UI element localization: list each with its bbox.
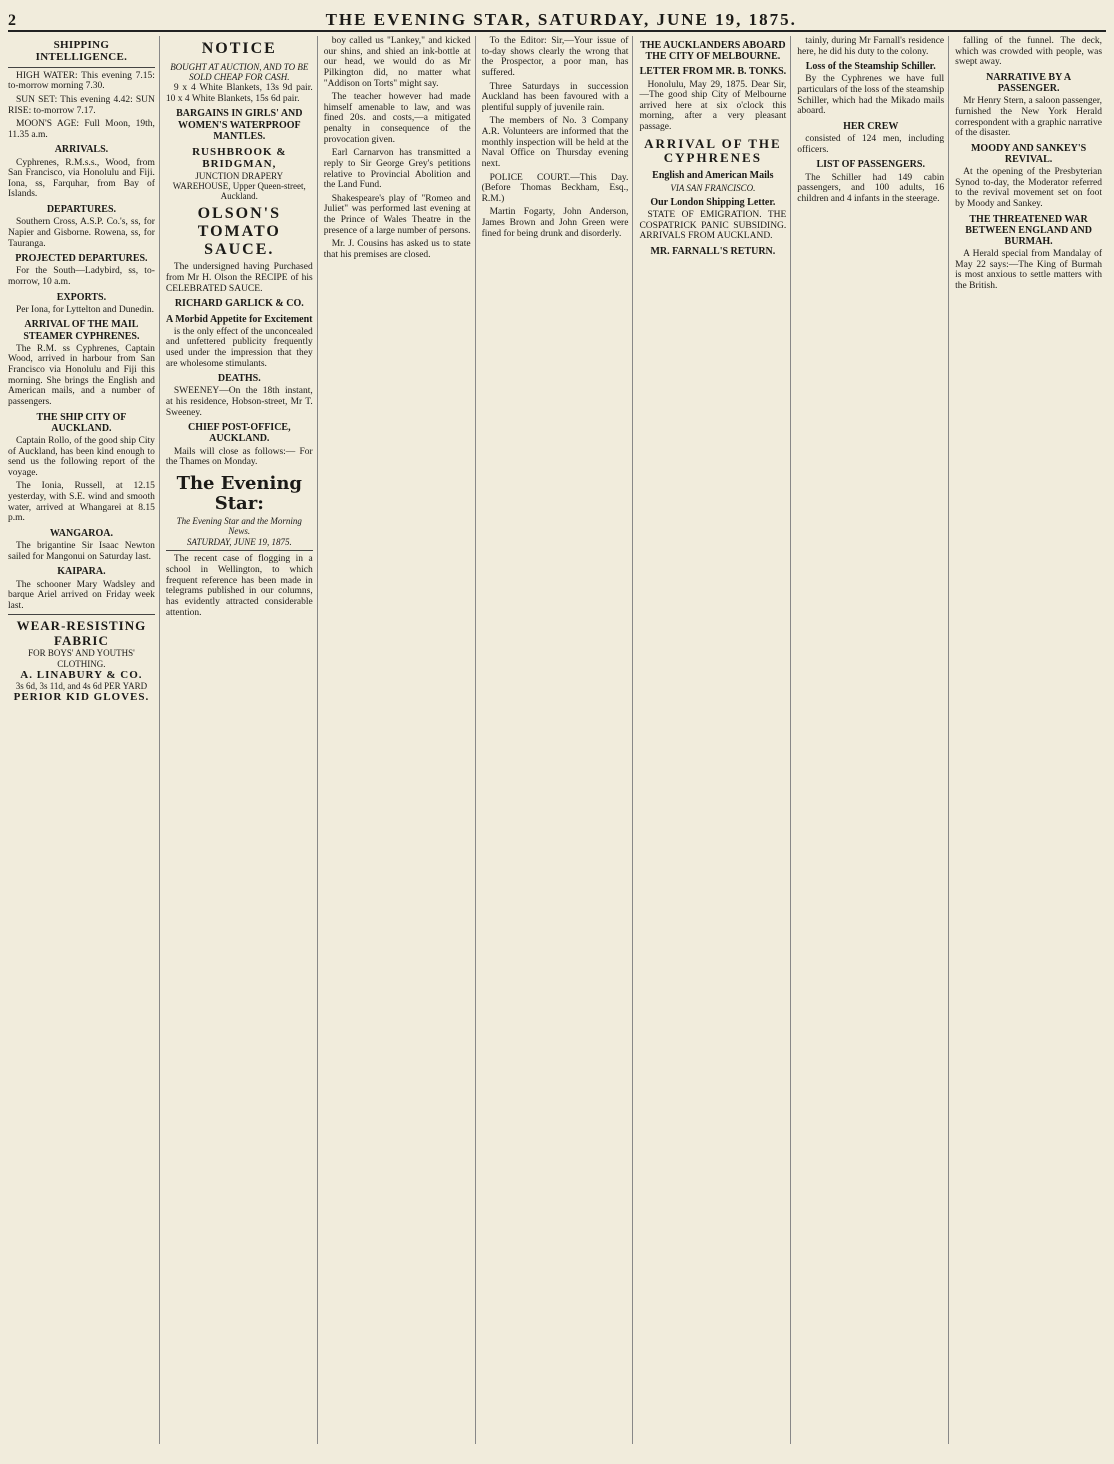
notice-heading: NOTICE xyxy=(201,40,277,57)
col3-text-1: boy called us "Lankey," and kicked our shins, and shied an ink-bottle at our head, we would do as Mr Pilkington did, no matter what "Addison on Torts" might say. xyxy=(323,36,471,89)
col7-text-1: falling of the funnel. The deck, which was crowded with people, was swept away. xyxy=(955,36,1103,68)
bargains-heading: BARGAINS IN GIRLS' AND WOMEN'S WATERPROOF MANTLES. xyxy=(176,108,303,142)
post-office-text: Mails will close as follows:— For the Thames on Monday. xyxy=(165,446,313,468)
schiller-text: By the Cyphrenes we have full particulars of the loss of the steamship Schiller, which had the Mikado mails aboard. xyxy=(797,74,945,117)
ship-city-text: Captain Rollo, of the good ship City of Auckland, has been kind enough to send us the following report of the voyage. xyxy=(8,435,155,478)
threatened-war-text: A Herald special from Mandalay of May 22 says:—The King of Burmah is most anxious to settle matters with the British. xyxy=(955,249,1103,292)
wear-resisting-ad: WEAR-RESISTING FABRIC FOR BOYS' AND YOUTHS' CLOTHING. A. LINABURY & CO. 3s 6d, 3s 11d, and 4s 6d PER YARD PERIOR KID GLOVES. xyxy=(13,618,150,704)
crew-text: consisted of 124 men, including officers. xyxy=(797,134,945,155)
letter-text: Honolulu, May 29, 1875. Dear Sir,—The good ship City of Melbourne arrived here at six o'clock this morning, after a very pleasant passage. xyxy=(639,79,787,133)
projected-heading: PROJECTED DEPARTURES. xyxy=(15,253,148,265)
mail-steamer-text: The R.M. ss Cyphrenes, Captain Wood, arrived in harbour from San Francisco via Honolulu and Fiji this morning. She brings the English and American mails, and a number of passengers. xyxy=(8,343,155,407)
ship-city-heading: THE SHIP CITY OF AUCKLAND. xyxy=(36,411,127,434)
mails-heading: English and American Mails xyxy=(652,169,774,181)
column-4 xyxy=(482,36,634,1444)
departures-text: Southern Cross, A.S.P. Co.'s, ss, for Napier and Gisborne. Rowena, ss, for Tauranga. xyxy=(8,217,155,249)
column-2 xyxy=(166,36,318,1444)
high-water: HIGH WATER: This evening 7.15: to-morrow morning 7.30. xyxy=(8,70,155,92)
tomato-text: The undersigned having Purchased from Mr H. Olson the RECIPE of his CELEBRATED SAUCE. xyxy=(165,262,313,294)
passengers-text: The Schiller had 149 cabin passengers, and 100 adults, 16 children and 4 infants in the steerage. xyxy=(797,172,945,204)
schiller-heading: Loss of the Steamship Schiller. xyxy=(805,61,936,73)
moon-age: MOON'S AGE: Full Moon, 19th, 11.35 a.m. xyxy=(8,119,155,140)
notice-list: 9 x 4 White Blankets, 13s 9d pair. 10 x 4 White Blankets, 15s 6d pair. xyxy=(165,83,313,104)
london-letter-text: STATE OF EMIGRATION. THE COSPATRICK PANIC SUBSIDING. ARRIVALS FROM AUCKLAND. xyxy=(639,210,787,242)
deaths-heading: DEATHS. xyxy=(217,373,261,385)
wanganui-text: The brigantine Sir Isaac Newton sailed for Mangonui on Saturday last. xyxy=(8,541,155,562)
column-3 xyxy=(324,36,476,1444)
via-sf: VIA SAN FRANCISCO. xyxy=(670,182,756,193)
aucklanders-heading: THE AUCKLANDERS ABOARD THE CITY OF MELBOURNE. xyxy=(640,40,786,63)
notice-sub: BOUGHT AT AUCTION, AND TO BE SOLD CHEAP FOR CASH. xyxy=(170,61,309,82)
star-date: SATURDAY, JUNE 19, 1875. xyxy=(186,537,292,548)
evening-star-title: The Evening Star: xyxy=(176,472,302,515)
leader-text: The recent case of flogging in a school in Wellington, to which frequent reference has been made in telegrams published in our columns, has evidently attracted considerable attention. xyxy=(165,554,313,618)
threatened-war-heading: THE THREATENED WAR BETWEEN ENGLAND AND BURMAH. xyxy=(965,213,1092,247)
passengers-heading: LIST OF PASSENGERS. xyxy=(816,159,925,171)
newspaper-page xyxy=(8,6,1106,1452)
column-1 xyxy=(8,36,160,1444)
ionia-text: The Ionia, Russell, at 12.15 yesterday, with S.E. wind and smooth water, arrived at Whangarei at 8.15 p.m. xyxy=(8,481,155,524)
col3-text-2: The teacher however had made himself amenable to law, and was fined 20s. and costs,—a mitigated penalty in consequence of the provocation given. xyxy=(323,92,471,145)
col4-text-2: Three Saturdays in succession Auckland has been favoured with a plentiful supply of juvenile rain. xyxy=(481,81,629,113)
wanganui-heading: WANGAROA. xyxy=(49,527,113,539)
evening-star-sub: The Evening Star and the Morning News. xyxy=(176,516,302,537)
moody-text: At the opening of the Presbyterian Synod to-day, the Moderator referred to the revival movement set on foot by Moody and Sankey. xyxy=(955,167,1103,209)
col4-text-3: The members of No. 3 Company A.R. Volunteers are informed that the monthly inspection will be held at the Naval Office on Thursday evening next. xyxy=(481,116,629,169)
mail-steamer-heading: ARRIVAL OF THE MAIL STEAMER CYPHRENES. xyxy=(23,319,140,342)
col3-text-5: Mr. J. Cousins has asked us to state that his premises are closed. xyxy=(323,239,471,260)
morbid-appetite-heading: A Morbid Appetite for Excitement xyxy=(166,313,313,325)
exports-text: Per Iona, for Lyttelton and Dunedin. xyxy=(16,304,154,315)
letter-heading: LETTER FROM MR. B. TONKS. xyxy=(639,66,787,78)
exports-heading: EXPORTS. xyxy=(56,291,107,303)
arrivals-text: Cyphrenes, R.M.s.s., Wood, from San Francisco, via Honolulu and Fiji. Iona, ss, Farquhar, from Bay of Islands. xyxy=(8,157,155,200)
projected-text: For the South—Ladybird, ss, to-morrow, 10 a.m. xyxy=(8,266,155,287)
garlick-heading: RICHARD GARLICK & CO. xyxy=(174,298,304,310)
narrative-text: Mr Henry Stern, a saloon passenger, furnished the New York Herald correspondent with a graphic narrative of the disaster. xyxy=(955,96,1103,139)
col3-text-4: Shakespeare's play of "Romeo and Juliet" was performed last evening at the Prince of Wales Theatre in the presence of a large number of persons. xyxy=(323,193,471,236)
col6-text-1: tainly, during Mr Farnall's residence here, he did his duty to the colony. xyxy=(797,36,945,57)
kaipara-text: The schooner Mary Wadsley and barque Ariel arrived on Friday week last. xyxy=(8,579,155,611)
col4-text-5: Martin Fogarty, John Anderson, James Brown and John Green were fined for being drunk and disorderly. xyxy=(481,207,629,239)
column-7 xyxy=(955,36,1106,1444)
column-6 xyxy=(797,36,949,1444)
cyphrenes-heading: ARRIVAL OF THE CYPHRENES xyxy=(644,135,782,166)
column-5 xyxy=(639,36,791,1444)
col4-text-1: To the Editor: Sir,—Your issue of to-day shows clearly the wrong that the Prospector, a poor man, has suffered. xyxy=(481,36,629,78)
tomato-sauce-ad: OLSON'S TOMATO SAUCE. xyxy=(197,204,281,258)
crew-heading: HER CREW xyxy=(843,120,899,132)
masthead-title: THE EVENING STAR, SATURDAY, JUNE 19, 1875. xyxy=(325,10,797,29)
rushbrook-ad: RUSHBROOK & BRIDGMAN, JUNCTION DRAPERY WAREHOUSE, Upper Queen-street, Auckland. xyxy=(172,145,306,201)
deaths-text: SWEENEY—On the 18th instant, at his residence, Hobson-street, Mr T. Sweeney. xyxy=(165,386,313,418)
morbid-text: is the only effect of the unconcealed and unfettered publicity frequently used under the impression that they are wholesome stimulants. xyxy=(165,326,313,369)
col4-text-4: POLICE COURT.—This Day. (Before Thomas Beckham, Esq., R.M.) xyxy=(481,172,629,204)
sun-times: SUN SET: This evening 4.42: SUN RISE: to-morrow 7.17. xyxy=(8,94,155,116)
arrivals-heading: ARRIVALS. xyxy=(54,144,109,156)
narrative-heading: NARRATIVE BY A PASSENGER. xyxy=(986,71,1072,95)
page-number: 2 xyxy=(8,12,17,29)
moody-heading: MOODY AND SANKEY'S REVIVAL. xyxy=(970,142,1087,165)
departures-heading: DEPARTURES. xyxy=(46,204,117,216)
col3-text-3: Earl Carnarvon has transmitted a reply to Sir George Grey's petitions relative to Provincial Abolition and the Land Fund. xyxy=(323,148,471,191)
post-office-heading: CHIEF POST-OFFICE, AUCKLAND. xyxy=(187,422,291,445)
farnall-heading: MR. FARNALL'S RETURN. xyxy=(650,246,776,258)
shipping-heading: SHIPPING INTELLIGENCE. xyxy=(35,39,128,64)
london-letter-heading: Our London Shipping Letter. xyxy=(650,197,776,209)
kaipara-heading: KAIPARA. xyxy=(57,566,106,578)
masthead xyxy=(8,6,1106,32)
